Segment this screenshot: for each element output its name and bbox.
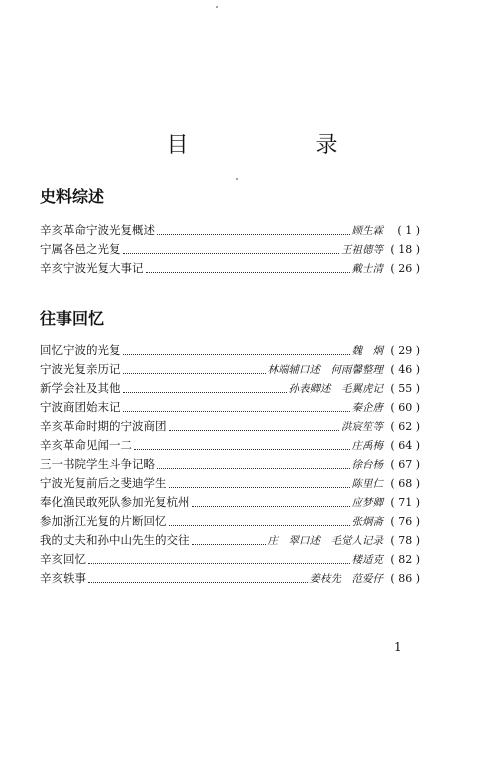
toc-entry[interactable] bbox=[40, 550, 420, 569]
toc-list-historical-overview bbox=[40, 221, 420, 278]
print-speck bbox=[236, 178, 238, 180]
entry-title: 参加浙江光复的片断回忆 bbox=[40, 514, 167, 528]
print-speck bbox=[216, 6, 218, 8]
leader-dots bbox=[123, 382, 287, 393]
leader-dots bbox=[123, 401, 350, 412]
entry-title: 三一书院学生斗争记略 bbox=[40, 457, 155, 471]
entry-author: 秦企唐 bbox=[351, 402, 383, 414]
toc-entry[interactable] bbox=[40, 379, 420, 398]
entry-title: 辛亥革命见闻一二 bbox=[40, 438, 132, 452]
leader-dots bbox=[123, 363, 266, 374]
entry-title: 宁波商团始末记 bbox=[40, 400, 121, 414]
entry-page: ( 26 ) bbox=[390, 262, 420, 275]
entry-author: 魏 炯 bbox=[351, 345, 383, 357]
toc-entry[interactable] bbox=[40, 341, 420, 360]
entry-author: 庄禹梅 bbox=[351, 440, 383, 452]
entry-author: 洪宸笙等 bbox=[341, 421, 383, 433]
entry-title: 我的丈夫和孙中山先生的交往 bbox=[40, 533, 190, 547]
entry-title: 辛亥革命宁波光复概述 bbox=[40, 223, 155, 237]
entry-title: 辛亥回忆 bbox=[40, 552, 86, 566]
entry-page: ( 46 ) bbox=[390, 363, 420, 376]
toc-entry[interactable] bbox=[40, 398, 420, 417]
entry-title: 宁波光复前后之斐迪学生 bbox=[40, 476, 167, 490]
toc-entry[interactable] bbox=[40, 455, 420, 474]
entry-page: ( 68 ) bbox=[390, 477, 420, 490]
leader-dots bbox=[192, 534, 266, 545]
toc-entry[interactable] bbox=[40, 512, 420, 531]
entry-title: 回忆宁波的光复 bbox=[40, 343, 121, 357]
entry-title: 辛亥宁波光复大事记 bbox=[40, 261, 144, 275]
entry-page: ( 60 ) bbox=[390, 401, 420, 414]
entry-page: ( 18 ) bbox=[390, 243, 420, 256]
entry-author: 孙表卿述 毛翼虎记 bbox=[288, 383, 383, 395]
entry-author: 应梦卿 bbox=[351, 497, 383, 509]
entry-title: 辛亥轶事 bbox=[40, 571, 86, 585]
leader-dots bbox=[146, 262, 350, 273]
entry-page: ( 1 ) bbox=[397, 224, 420, 237]
entry-author: 王祖德等 bbox=[341, 244, 383, 256]
entry-author: 陈里仁 bbox=[351, 478, 383, 490]
entry-title: 辛亥革命时期的宁波商团 bbox=[40, 419, 167, 433]
section-heading-recollections: 往事回忆 bbox=[40, 309, 105, 328]
entry-page: ( 62 ) bbox=[390, 420, 420, 433]
entry-author: 顾生霖 bbox=[351, 225, 383, 237]
entry-author: 戴士清 bbox=[351, 263, 383, 275]
toc-entry[interactable] bbox=[40, 436, 420, 455]
entry-page: ( 55 ) bbox=[390, 382, 420, 395]
leader-dots bbox=[88, 553, 350, 564]
entry-page: ( 67 ) bbox=[390, 458, 420, 471]
entry-title: 宁波光复亲历记 bbox=[40, 362, 121, 376]
toc-entry[interactable] bbox=[40, 531, 420, 550]
leader-dots bbox=[169, 420, 340, 431]
entry-page: ( 71 ) bbox=[390, 496, 420, 509]
entry-page: ( 86 ) bbox=[390, 572, 420, 585]
leader-dots bbox=[88, 572, 308, 583]
entry-page: ( 78 ) bbox=[390, 534, 420, 547]
page-number: 1 bbox=[394, 640, 402, 654]
leader-dots bbox=[123, 243, 340, 254]
leader-dots bbox=[123, 344, 350, 355]
entry-author: 楼适克 bbox=[351, 554, 383, 566]
entry-author: 庄 翠口述 毛觉人记录 bbox=[267, 535, 383, 547]
entry-author: 张炯斋 bbox=[351, 516, 383, 528]
entry-author: 姜枝先 范爱仔 bbox=[309, 573, 383, 585]
entry-title: 奉化渔民敢死队参加光复杭州 bbox=[40, 495, 190, 509]
toc-entry[interactable] bbox=[40, 417, 420, 436]
leader-dots bbox=[157, 458, 350, 469]
toc-entry[interactable] bbox=[40, 259, 420, 278]
entry-page: ( 76 ) bbox=[390, 515, 420, 528]
entry-author: 徐台杨 bbox=[351, 459, 383, 471]
toc-entry[interactable] bbox=[40, 569, 420, 588]
leader-dots bbox=[192, 496, 350, 507]
leader-dots bbox=[169, 515, 350, 526]
page-title: 目 录 bbox=[166, 133, 398, 158]
leader-dots bbox=[169, 477, 350, 488]
entry-author: 林端辅口述 何雨馨整理 bbox=[267, 364, 383, 376]
toc-entry[interactable] bbox=[40, 360, 420, 379]
section-heading-historical-overview: 史料综述 bbox=[40, 187, 105, 206]
leader-dots bbox=[157, 224, 350, 235]
entry-title: 新学会社及其他 bbox=[40, 381, 121, 395]
entry-page: ( 64 ) bbox=[390, 439, 420, 452]
toc-list-recollections bbox=[40, 341, 420, 588]
toc-entry[interactable] bbox=[40, 240, 420, 259]
entry-page: ( 29 ) bbox=[390, 344, 420, 357]
toc-entry[interactable] bbox=[40, 493, 420, 512]
leader-dots bbox=[134, 439, 350, 450]
toc-entry[interactable] bbox=[40, 474, 420, 493]
entry-page: ( 82 ) bbox=[390, 553, 420, 566]
toc-entry[interactable] bbox=[40, 221, 420, 240]
entry-title: 宁属各邑之光复 bbox=[40, 242, 121, 256]
